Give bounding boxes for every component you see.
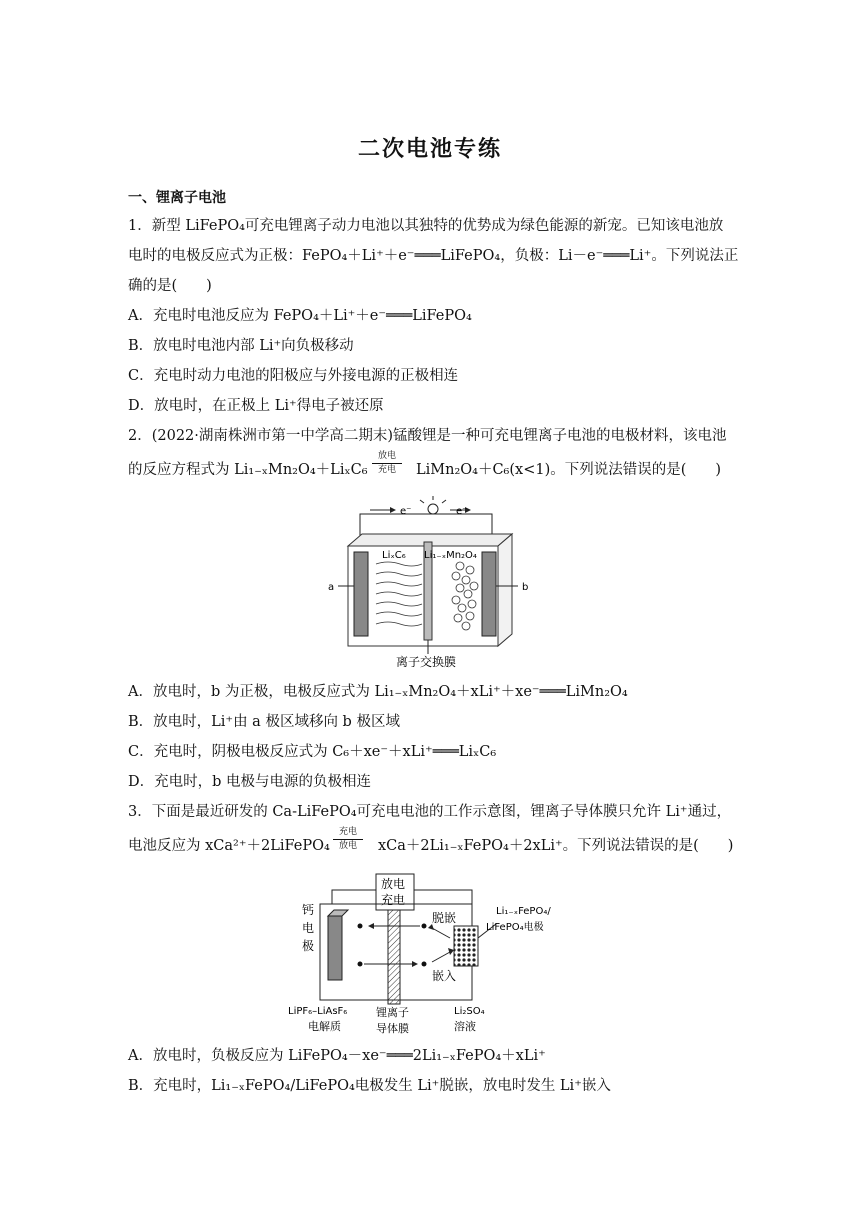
lifepo4-electrode [454,926,478,966]
q1-stem-line2: 电时的电极反应式为正极：FePO₄＋Li⁺＋e⁻═══LiFePO₄，负极：Li－e⁻═══Li⁺。下列说法正 [128,248,739,264]
solution-label-1: Li₂SO₄ [454,1006,485,1017]
q2-arrow-top-label: 放电 [377,451,396,461]
membrane-label-1: 锂离子 [376,1006,409,1019]
switch-label-discharge: 放电 [381,877,406,891]
q2-battery-diagram [320,494,540,672]
q1-stem-line1: 1．新型 LiFePO₄可充电锂离子动力电池以其独特的优势成为绿色能源的新宠。已知该电池放 [128,218,724,234]
q3-arrow-top-label: 充电 [338,827,357,837]
ion-arrowhead-right [412,961,418,967]
calcium-label-3: 极 [302,939,315,953]
embed-arrowhead [448,948,454,955]
label-lixc6: LiₓC₆ [382,550,406,561]
electrode-b [482,552,496,636]
wire-right [414,890,472,904]
limn2o4-particles [452,562,478,630]
electrode-label-1: Li₁₋ₓFePO₄/ [496,906,551,917]
ion-dot [422,924,427,929]
q2-arrow-bottom-label: 充电 [377,465,396,475]
lithium-ion-membrane [388,910,400,1004]
electron-arrowhead-left [390,507,396,513]
q2-option-d: D．充电时，b 电极与电源的负极相连 [128,774,372,790]
calcium-electrode [328,916,342,980]
graphite-layers [376,562,422,626]
calcium-electrode-top [328,910,348,916]
q3-option-a: A．放电时，负极反应为 LiFePO₄－xe⁻═══2Li₁₋ₓFePO₄＋xLi⁺ [128,1048,546,1064]
ion-dot [422,962,427,967]
q3-reaction-arrow [333,827,363,852]
q2-option-c: C．充电时，阴极电极反应式为 C₆＋xe⁻＋xLi⁺═══LiₓC₆ [128,744,497,760]
solution-label-2: 溶液 [454,1020,476,1033]
label-a: a [328,582,335,593]
tank-side-face [498,534,512,646]
q2-stem-line2-left: 的反应方程式为 Li₁₋ₓMn₂O₄＋LiₓC₆ [128,462,368,478]
bulb-ray-icon [442,500,446,503]
electrode-label-2: LiFePO₄电极 [486,922,544,933]
q1-stem-line3: 确的是( ) [128,278,212,294]
q1-option-a: A．充电时电池反应为 FePO₄＋Li⁺＋e⁻═══LiFePO₄ [128,308,472,324]
q3-arrow-line [333,839,363,840]
switch-label-charge: 充电 [381,893,406,907]
q3-arrow-bottom-label: 放电 [338,841,357,851]
membrane-caption: 离子交换膜 [396,655,457,669]
electrode-a [354,552,368,636]
q3-stem-line2-left: 电池反应为 xCa²⁺＋2LiFePO₄ [128,838,330,854]
label-li1-xmn2o4: Li₁₋ₓMn₂O₄ [424,550,477,561]
calcium-label-1: 钙 [302,903,315,917]
electron-label-left: e⁻ [400,506,412,517]
q2-option-b: B．放电时，Li⁺由 a 极区域移向 b 极区域 [128,714,400,730]
wire-left [332,890,376,904]
ion-dot [358,924,363,929]
membrane-label-2: 导体膜 [376,1022,409,1035]
ion-arrowhead-left [368,923,374,929]
ion-dot [358,962,363,967]
q3-stem-line2-right: xCa＋2Li₁₋ₓFePO₄＋2xLi⁺。下列说法错误的是( ) [378,838,734,854]
q3-stem-line1: 3．下面是最近研发的 Ca-LiFePO₄可充电电池的工作示意图，锂离子导体膜只允许 Li⁺通过， [128,804,732,820]
bulb-ray-icon [420,500,424,503]
q1-option-b: B．放电时电池内部 Li⁺向负极移动 [128,338,354,354]
electron-label-right: e⁻ [456,506,468,517]
q2-option-a: A．放电时，b 为正极，电极反应式为 Li₁₋ₓMn₂O₄＋xLi⁺＋xe⁻═══LiMn₂O₄ [128,684,628,700]
delith-label: 脱嵌 [432,911,457,925]
q2-arrow-line [372,463,402,464]
q2-reaction-arrow [372,451,402,476]
q2-stem-line2-right: LiMn₂O₄＋C₆(x<1)。下列说法错误的是( ) [416,462,722,478]
calcium-label-2: 电 [302,921,315,935]
q3-option-b: B．充电时，Li₁₋ₓFePO₄/LiFePO₄电极发生 Li⁺脱嵌，放电时发生 Li⁺嵌入 [128,1078,611,1094]
label-b: b [522,582,529,593]
delith-arrow [432,928,450,938]
bulb-icon [428,504,438,514]
embed-label: 嵌入 [432,969,457,983]
page-title: 二次电池专练 [357,137,502,162]
electrolyte-label-2: 电解质 [308,1020,341,1033]
q1-option-c: C．充电时动力电池的阳极应与外接电源的正极相连 [128,368,459,384]
q1-option-d: D．放电时，在正极上 Li⁺得电子被还原 [128,398,384,414]
tank-front-face [348,546,498,646]
q2-stem-line1: 2．(2022·湖南株洲市第一中学高二期末)锰酸锂是一种可充电锂离子电池的电极材料，该电池 [128,428,727,444]
electrolyte-label-1: LiPF₆–LiAsF₆ [288,1006,348,1017]
q3-battery-diagram [282,868,582,1040]
section-heading: 一、锂离子电池 [128,190,226,206]
embed-arrow [432,952,450,962]
